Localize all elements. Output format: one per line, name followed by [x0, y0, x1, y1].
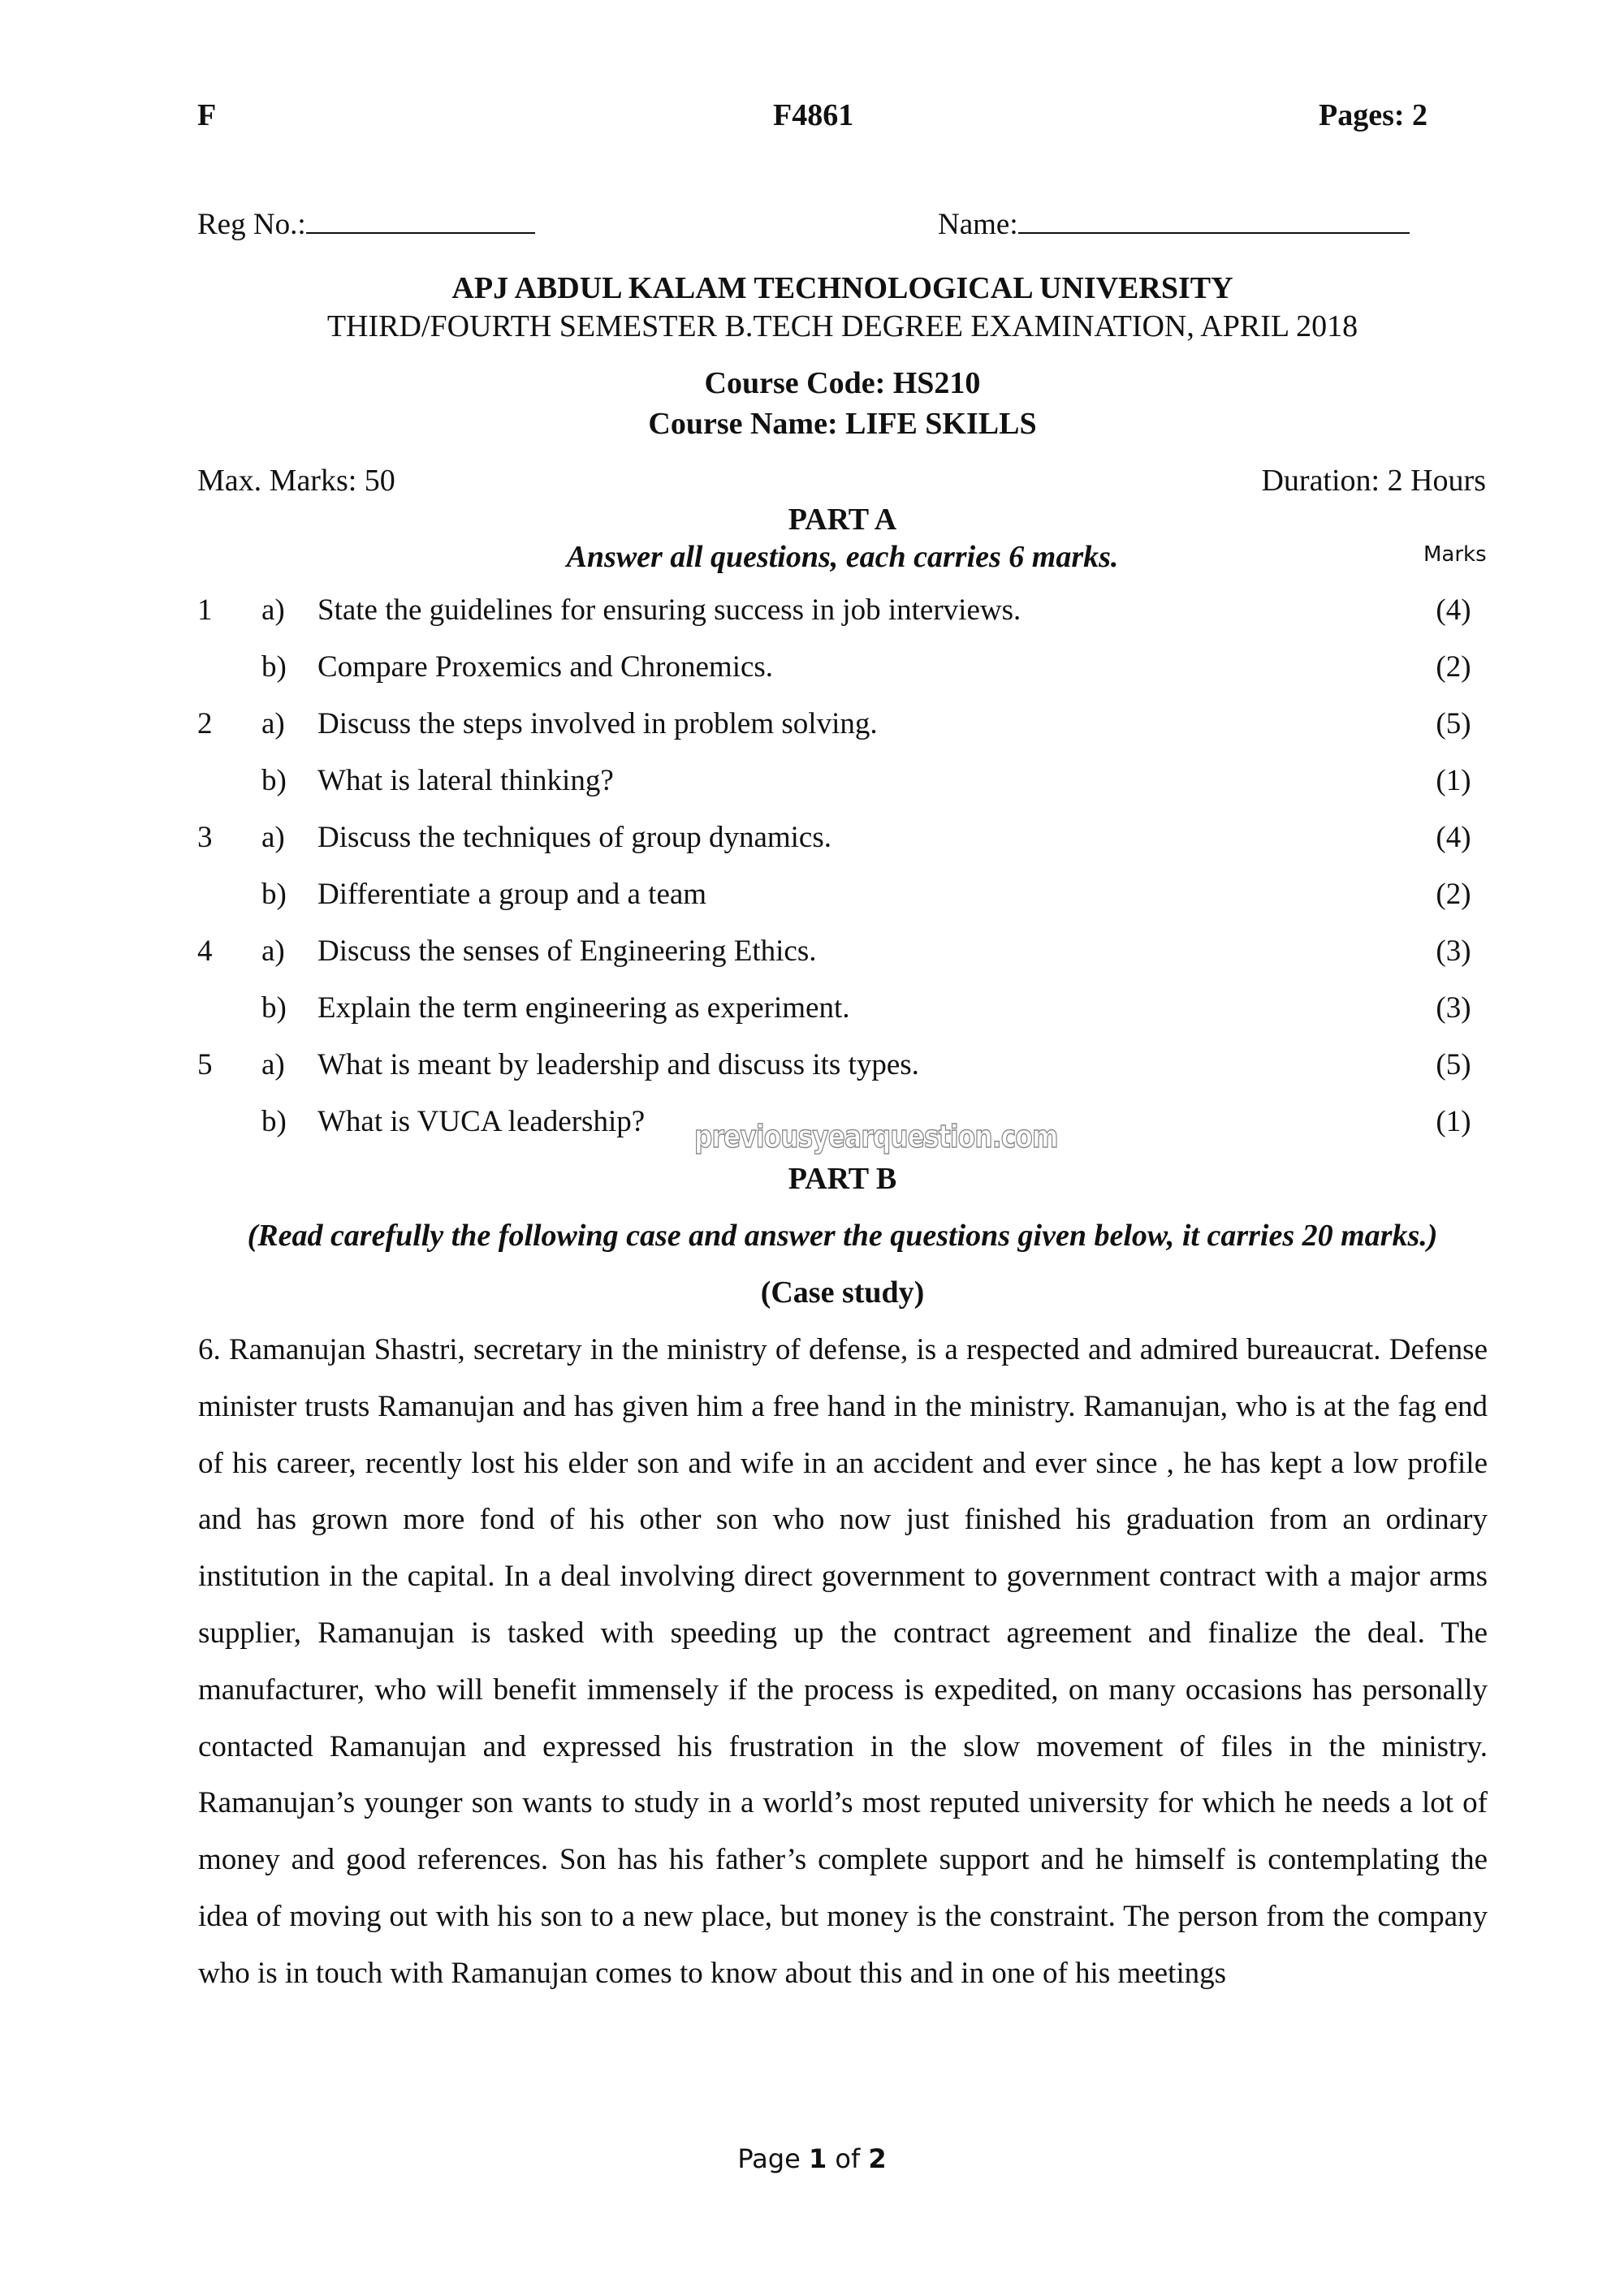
reg-no-blank — [306, 208, 535, 234]
footer-total-pages: 2 — [868, 2143, 887, 2174]
question-row — [0, 650, 1624, 690]
page-footer — [0, 2143, 1624, 2174]
page-count: Pages: 2 — [1319, 98, 1428, 132]
question-sub-label: b) — [261, 991, 287, 1025]
part-a-instruction: Answer all questions, each carries 6 marks. — [566, 540, 1119, 574]
question-row — [0, 1047, 1624, 1088]
question-text: What is meant by leadership and discuss its types. — [317, 1048, 919, 1081]
reg-no-label: Reg No.: — [197, 208, 306, 241]
question-number: 2 — [197, 707, 213, 740]
paper-series-code: F — [197, 98, 217, 132]
marks-column-header: Marks — [1423, 542, 1487, 567]
question-row — [0, 593, 1624, 633]
question-row — [0, 820, 1624, 861]
duration: Duration: 2 Hours — [1261, 464, 1486, 498]
question-sub-label: b) — [261, 878, 287, 911]
name-label: Name: — [938, 208, 1018, 241]
question-row — [0, 990, 1624, 1031]
question-sub-label: a) — [261, 593, 285, 627]
question-text: Compare Proxemics and Chronemics. — [317, 650, 774, 684]
question-text: What is lateral thinking? — [317, 764, 614, 797]
question-row — [0, 763, 1624, 804]
course-name: Course Name: LIFE SKILLS — [648, 407, 1037, 441]
question-marks: (3) — [1436, 934, 1471, 968]
question-marks: (5) — [1436, 1048, 1471, 1081]
name-blank — [1018, 208, 1410, 234]
part-b-instruction: (Read carefully the following case and answer the questions given below, it carries 20 marks.) — [247, 1219, 1438, 1253]
part-b-title: PART B — [788, 1162, 897, 1196]
question-text: Differentiate a group and a team — [317, 878, 707, 911]
question-marks: (2) — [1436, 650, 1471, 684]
reg-no-field — [197, 207, 535, 242]
question-text: What is VUCA leadership? — [317, 1105, 646, 1138]
question-marks: (3) — [1436, 991, 1471, 1025]
website-watermark: previousyearquestion.com — [694, 1119, 1058, 1154]
question-number: 1 — [197, 593, 213, 627]
question-number: 3 — [197, 821, 213, 854]
university-name: APJ ABDUL KALAM TECHNOLOGICAL UNIVERSITY — [451, 271, 1233, 305]
question-marks: (4) — [1436, 821, 1471, 854]
question-sub-label: b) — [261, 1105, 287, 1138]
question-number: 5 — [197, 1048, 213, 1081]
max-marks: Max. Marks: 50 — [197, 464, 395, 498]
question-marks: (2) — [1436, 878, 1471, 911]
footer-middle: of — [827, 2143, 869, 2174]
question-text: Discuss the senses of Engineering Ethics. — [317, 934, 817, 968]
course-code: Course Code: HS210 — [704, 366, 981, 400]
footer-current-page: 1 — [808, 2143, 827, 2174]
name-field — [938, 207, 1410, 242]
question-sub-label: b) — [261, 764, 287, 797]
footer-prefix: Page — [737, 2143, 809, 2174]
question-marks: (1) — [1436, 764, 1471, 797]
question-row — [0, 706, 1624, 747]
exam-title: THIRD/FOURTH SEMESTER B.TECH DEGREE EXAMINATION, APRIL 2018 — [326, 309, 1358, 343]
question-sub-label: b) — [261, 650, 287, 684]
part-a-title: PART A — [788, 503, 897, 537]
question-text: Explain the term engineering as experiment. — [317, 991, 850, 1025]
question-sub-label: a) — [261, 707, 285, 740]
question-sub-label: a) — [261, 1048, 285, 1081]
question-sub-label: a) — [261, 821, 285, 854]
question-text: State the guidelines for ensuring success in job interviews. — [317, 593, 1021, 627]
question-row — [0, 877, 1624, 917]
question-row — [0, 934, 1624, 974]
question-text: Discuss the techniques of group dynamics. — [317, 821, 831, 854]
question-marks: (4) — [1436, 593, 1471, 627]
question-number: 4 — [197, 934, 213, 968]
case-study-text: 6. Ramanujan Shastri, secretary in the ministry of defense, is a respected and admired bureaucrat. Defense minister trusts Ramanujan and has given him a free hand in the ministry. Ramanujan, who is at the fag end of his career, recently lost his elder son and wife in an accident and ever since , he has kept a low profile and has grown more fond of his other son who now just finished his graduation from an ordinary institution in the capital. In a deal involving direct government to government contract with a major arms supplier, Ramanujan is tasked with speeding up the contract agreement and finalize the deal. The manufacturer, who will benefit immensely if the process is expedited, on many occasions has personally contacted Ramanujan and expressed his frustration in the slow movement of files in the ministry. Ramanujan’s younger son wants to study in a world’s most reputed university for which he needs a lot of money and good references. Son has his father’s complete support and he himself is contemplating the idea of moving out with his son to a new place, but money is the constraint. The person from the company who is in touch with Ramanujan comes to know about this and in one of his meetings — [198, 1333, 1488, 1990]
question-text: Discuss the steps involved in problem solving. — [317, 707, 878, 740]
question-marks: (1) — [1436, 1105, 1471, 1138]
question-marks: (5) — [1436, 707, 1471, 740]
paper-code: F4861 — [773, 98, 854, 132]
case-study-title: (Case study) — [760, 1275, 925, 1310]
question-sub-label: a) — [261, 934, 285, 968]
